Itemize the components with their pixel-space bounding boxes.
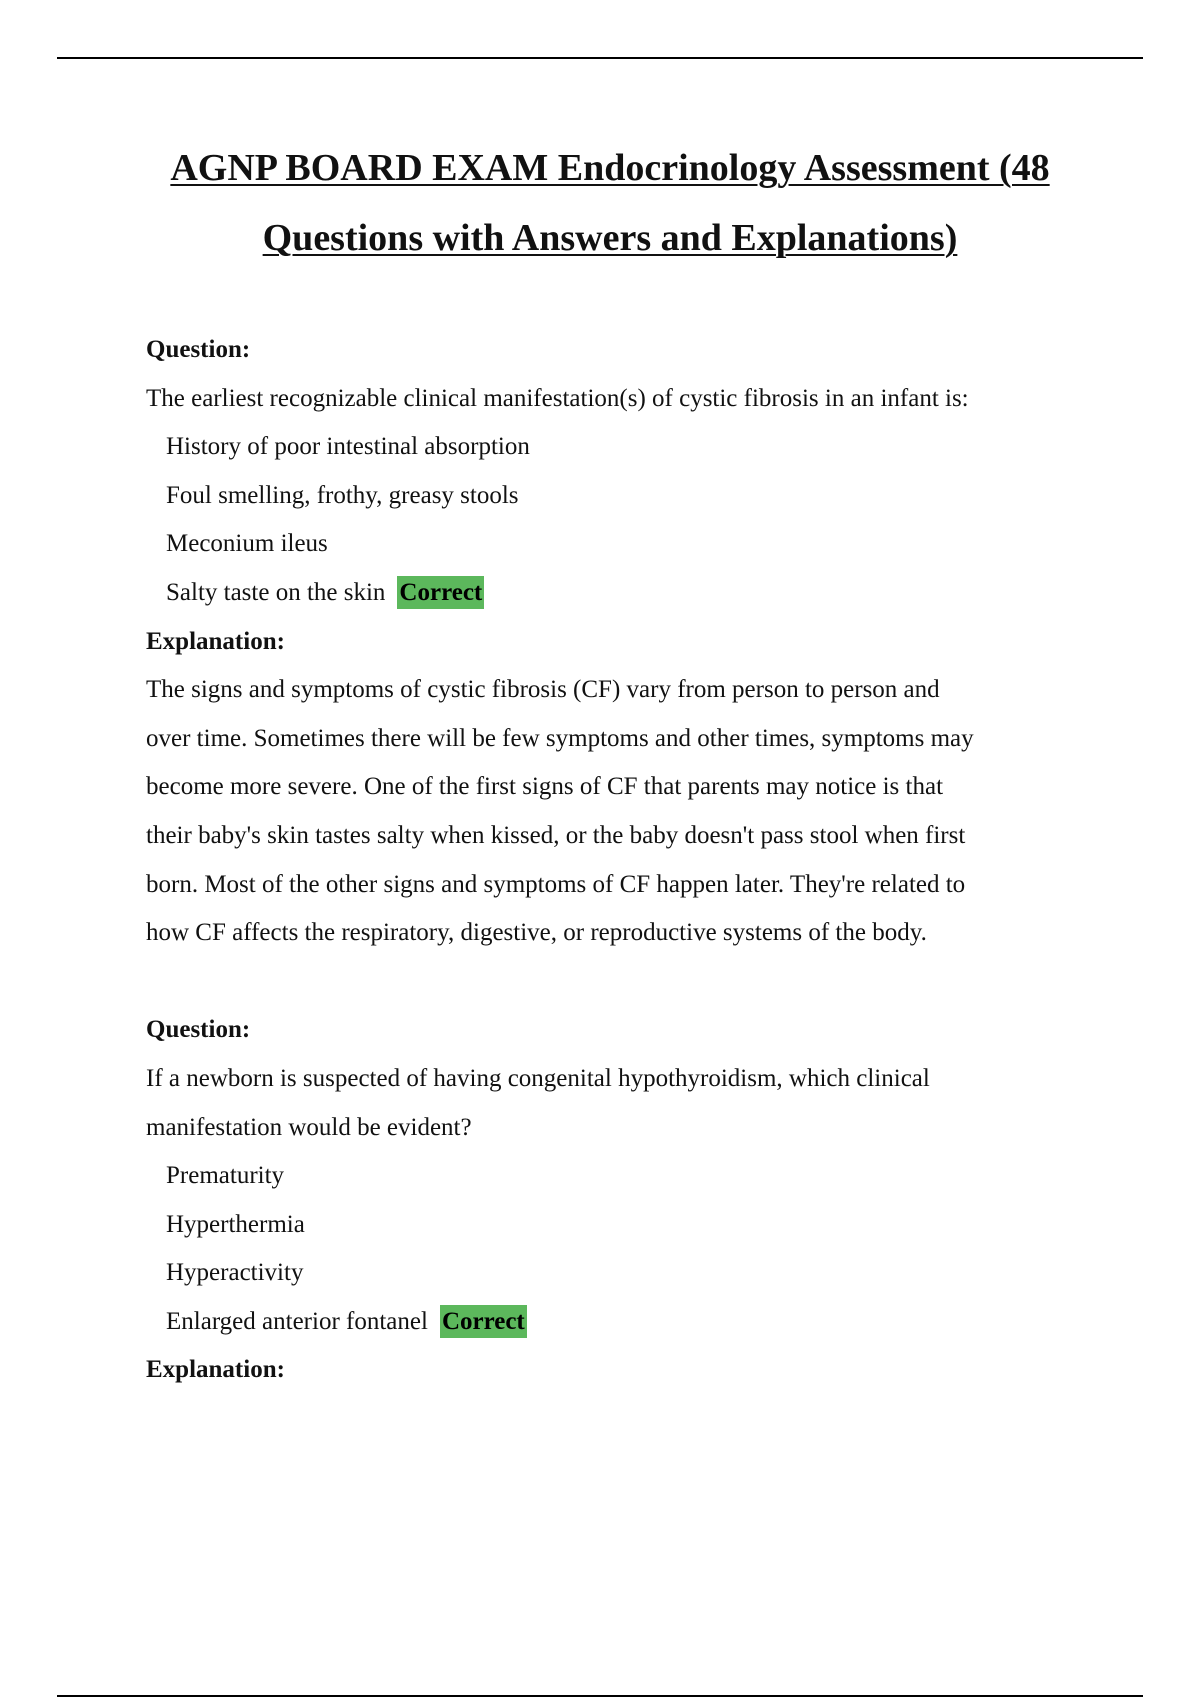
question-block-2	[146, 1006, 1096, 1395]
answer-option: Foul smelling, frothy, greasy stools	[166, 481, 519, 509]
section-spacer	[146, 958, 1096, 1007]
correct-badge: Correct	[440, 1305, 527, 1338]
top-rule	[57, 57, 1143, 59]
answer-option: Hyperactivity	[166, 1259, 304, 1287]
question-text: manifestation would be evident?	[146, 1113, 472, 1141]
answer-option: Hyperthermia	[166, 1210, 305, 1238]
explanation-line: The signs and symptoms of cystic fibrosis (CF) vary from person to person and	[146, 676, 940, 704]
explanation-label: Explanation:	[146, 1356, 285, 1384]
question-block-1	[146, 326, 1096, 958]
answer-option: Prematurity	[166, 1162, 285, 1190]
answer-option: Meconium ileus	[166, 530, 328, 558]
title-line-1: AGNP BOARD EXAM Endocrinology Assessment (48	[170, 147, 1050, 189]
explanation-line: their baby's skin tastes salty when kissed, or the baby doesn't pass stool when first	[146, 821, 966, 849]
question-text: The earliest recognizable clinical manifestation(s) of cystic fibrosis in an infant is:	[146, 384, 969, 412]
explanation-line: born. Most of the other signs and symptoms of CF happen later. They're related to	[146, 870, 966, 898]
explanation-label: Explanation:	[146, 627, 285, 655]
question-label: Question:	[146, 336, 251, 363]
explanation-line: how CF affects the respiratory, digestive, or reproductive systems of the body.	[146, 919, 927, 947]
answer-option: History of poor intestinal absorption	[166, 433, 530, 461]
explanation-line: become more severe. One of the first signs of CF that parents may notice is that	[146, 773, 944, 801]
question-text: If a newborn is suspected of having congenital hypothyroidism, which clinical	[146, 1064, 930, 1092]
answer-option-correct	[146, 1298, 1096, 1347]
answer-option-text: Enlarged anterior fontanel	[166, 1307, 428, 1335]
answer-option-correct	[146, 569, 1096, 618]
document-title	[130, 133, 1090, 273]
explanation-line: over time. Sometimes there will be few symptoms and other times, symptoms may	[146, 724, 974, 752]
correct-badge: Correct	[397, 576, 484, 609]
title-line-2: Questions with Answers and Explanations)	[262, 217, 958, 259]
document-body	[146, 326, 1096, 1395]
answer-option-text: Salty taste on the skin	[166, 578, 386, 606]
question-label: Question:	[146, 1016, 251, 1044]
bottom-rule	[57, 1695, 1143, 1697]
